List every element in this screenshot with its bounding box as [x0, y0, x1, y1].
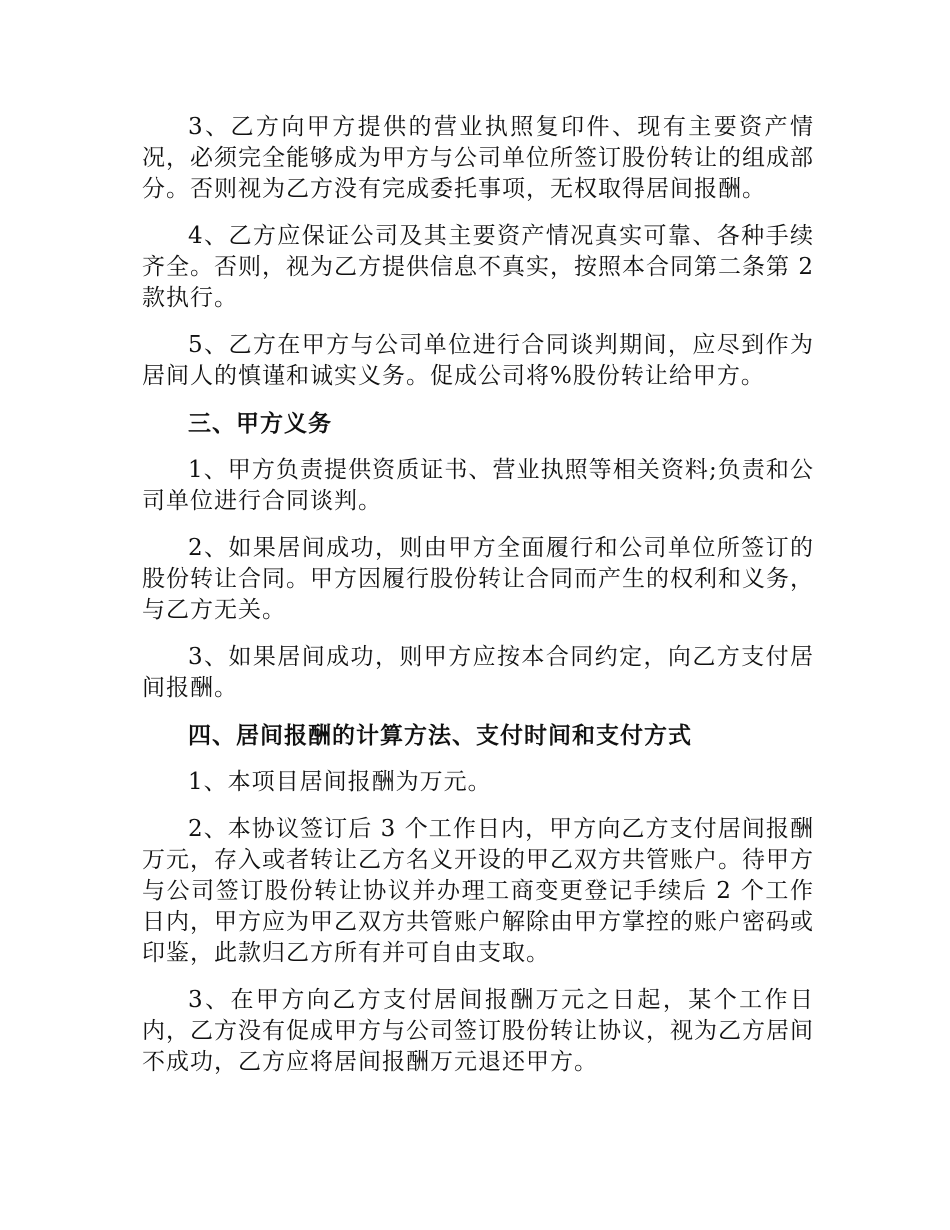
clause-3-3: 3、如果居间成功，则甲方应按本合同约定，向乙方支付居间报酬。	[142, 644, 814, 701]
clause-2-5: 5、乙方在甲方与公司单位进行合同谈判期间，应尽到作为居间人的慎谨和诚实义务。促成公司将%股份转让给甲方。	[142, 332, 814, 389]
clause-4-1: 1、本项目居间报酬为万元。	[188, 769, 492, 795]
section-heading-3: 三、甲方义务	[188, 410, 332, 437]
section-heading-4: 四、居间报酬的计算方法、支付时间和支付方式	[188, 722, 692, 749]
clause-2-4: 4、乙方应保证公司及其主要资产情况真实可靠、各种手续齐全。否则，视为乙方提供信息不真实，按照本合同第二条第 2 款执行。	[142, 223, 814, 311]
clause-3-2: 2、如果居间成功，则由甲方全面履行和公司单位所签订的股份转让合同。甲方因履行股份转让合同而产生的权利和义务，与乙方无关。	[142, 535, 814, 623]
document-page	[142, 112, 814, 1094]
clause-3-1: 1、甲方负责提供资质证书、营业执照等相关资料;负责和公司单位进行合同谈判。	[142, 457, 814, 514]
clause-2-3: 3、乙方向甲方提供的营业执照复印件、现有主要资产情况，必须完全能够成为甲方与公司单位所签订股份转让的组成部分。否则视为乙方没有完成委托事项，无权取得居间报酬。	[142, 114, 814, 202]
clause-4-3: 3、在甲方向乙方支付居间报酬万元之日起，某个工作日内，乙方没有促成甲方与公司签订股份转让协议，视为乙方居间不成功，乙方应将居间报酬万元退还甲方。	[142, 987, 814, 1075]
clause-4-2: 2、本协议签订后 3 个工作日内，甲方向乙方支付居间报酬万元，存入或者转让乙方名义开设的甲乙双方共管账户。待甲方与公司签订股份转让协议并办理工商变更登记手续后 2 个工作日内，甲方应为甲乙双方共管账户解除由甲方掌控的账户密码或印鉴，此款归乙方所有并可自由支取。	[142, 816, 814, 966]
